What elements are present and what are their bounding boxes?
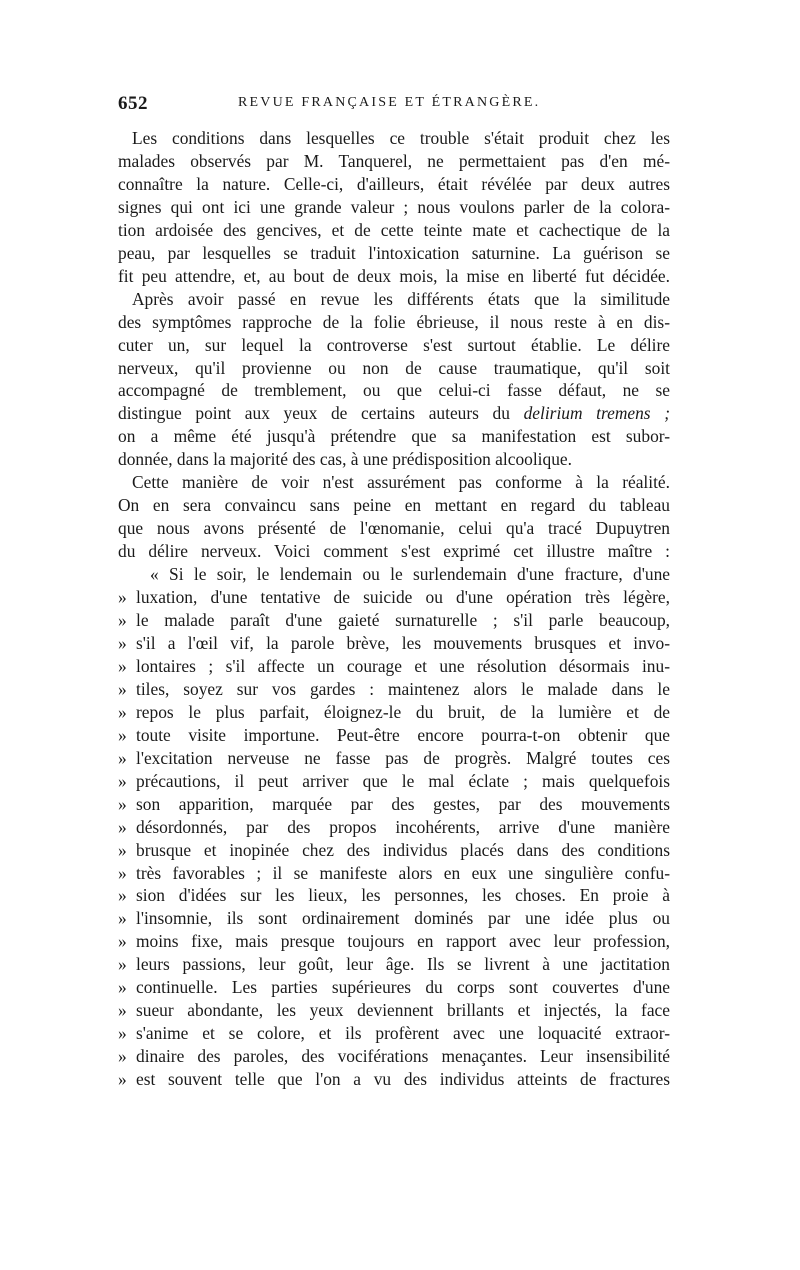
quote-line	[118, 930, 670, 953]
guillemet-marker: »	[118, 678, 127, 699]
text-line: connaître la nature. Celle-ci, d'ailleurs, était révélée par deux autres	[118, 173, 670, 194]
text-line: du délire nerveux. Voici comment s'est exprimé cet illustre maître :	[118, 541, 670, 562]
text-line: Après avoir passé en revue les différents états que la similitude	[132, 288, 670, 309]
guillemet-marker: »	[118, 632, 127, 653]
text-line: « Si le soir, le lendemain ou le surlendemain d'une fracture, d'une	[150, 564, 670, 585]
quote-text: dinaire des paroles, des vociférations menaçantes. Leur insensibilité	[136, 1046, 670, 1067]
text-line: donnée, dans la majorité des cas, à une prédisposition alcoolique.	[118, 449, 572, 470]
quote-line	[118, 816, 670, 839]
quote-line	[118, 953, 670, 976]
quote-text: moins fixe, mais presque toujours en rapport avec leur profession,	[136, 931, 670, 952]
quote-text: luxation, d'une tentative de suicide ou d'une opération très légère,	[136, 587, 670, 608]
quote-text: continuelle. Les parties supérieures du corps sont couvertes d'une	[136, 977, 670, 998]
guillemet-marker: »	[118, 931, 127, 952]
quote-text: sueur abondante, les yeux deviennent brillants et injectés, la face	[136, 1000, 670, 1021]
quote-line	[118, 632, 670, 655]
guillemet-marker: »	[118, 885, 127, 906]
guillemet-marker: »	[118, 1069, 127, 1090]
text-line: malades observés par M. Tanquerel, ne permettaient pas d'en mé-	[118, 150, 670, 171]
quote-line	[118, 586, 670, 609]
text-line: cuter un, sur lequel la controverse s'est surtout établie. Le délire	[118, 334, 670, 355]
quote-line	[118, 839, 670, 862]
guillemet-marker: »	[118, 610, 127, 631]
body-text	[118, 127, 670, 1091]
running-title: REVUE FRANÇAISE ET ÉTRANGÈRE.	[238, 95, 541, 110]
text-line: accompagné de tremblement, ou que celui-ci fasse défaut, ne se	[118, 380, 670, 401]
quote-line	[118, 655, 670, 678]
guillemet-marker: »	[118, 816, 127, 837]
quote-line	[118, 609, 670, 632]
quote-line	[118, 884, 670, 907]
text-fragment: distingue point aux yeux de certains auteurs du	[118, 403, 524, 424]
guillemet-marker: »	[118, 724, 127, 745]
quote-text: leurs passions, leur goût, leur âge. Ils se livrent à une jactitation	[136, 954, 670, 975]
quote-text: très favorables ; il se manifeste alors en eux une singulière confu-	[136, 862, 670, 883]
quote-text: toute visite importune. Peut-être encore pourra-t-on obtenir que	[136, 724, 670, 745]
quote-text: s'anime et se colore, et ils profèrent avec une loquacité extraor-	[136, 1023, 670, 1044]
text-line: que nous avons présenté de l'œnomanie, celui qu'a tracé Dupuytren	[118, 518, 670, 539]
quote-text: l'insomnie, ils sont ordinairement dominés par une idée plus ou	[136, 908, 670, 929]
text-line: on a même été jusqu'à prétendre que sa manifestation est subor-	[118, 426, 670, 447]
guillemet-marker: »	[118, 793, 127, 814]
quote-line	[118, 1068, 670, 1091]
quote-text: brusque et inopinée chez des individus placés dans des conditions	[136, 839, 670, 860]
quote-text: tiles, soyez sur vos gardes : maintenez alors le malade dans le	[136, 678, 670, 699]
guillemet-marker: »	[118, 839, 127, 860]
quote-line	[118, 907, 670, 930]
guillemet-marker: »	[118, 977, 127, 998]
quotation	[118, 563, 670, 1091]
quote-line	[118, 747, 670, 770]
quote-line	[118, 999, 670, 1022]
text-line: fit peu attendre, et, au bout de deux mois, la mise en liberté fut décidée.	[118, 265, 670, 286]
text-line: Cette manière de voir n'est assurément pas conforme à la réalité.	[132, 472, 670, 493]
guillemet-marker: »	[118, 587, 127, 608]
guillemet-marker: »	[118, 770, 127, 791]
text-line: signes qui ont ici une grande valeur ; nous voulons parler de la colora-	[118, 196, 670, 217]
italic-term: delirium tremens ;	[523, 403, 670, 424]
text-line: nerveux, qu'il provienne ou non de cause traumatique, qu'il soit	[118, 357, 670, 378]
quote-line	[118, 862, 670, 885]
text-line: On en sera convaincu sans peine en mettant en regard du tableau	[118, 495, 670, 516]
text-line: des symptômes rapproche de la folie ébrieuse, il nous reste à en dis-	[118, 311, 670, 332]
quote-text: l'excitation nerveuse ne fasse pas de progrès. Malgré toutes ces	[136, 747, 670, 768]
quote-text: lontaires ; s'il affecte un courage et une résolution désormais inu-	[136, 655, 670, 676]
quote-line	[118, 701, 670, 724]
guillemet-marker: »	[118, 1023, 127, 1044]
quote-text: son apparition, marquée par des gestes, par des mouvements	[136, 793, 670, 814]
guillemet-marker: »	[118, 701, 127, 722]
quote-text: désordonnés, par des propos incohérents, arrive d'une manière	[136, 816, 670, 837]
text-line-with-italic	[118, 402, 670, 425]
quote-line	[118, 1022, 670, 1045]
guillemet-marker: »	[118, 747, 127, 768]
guillemet-marker: »	[118, 954, 127, 975]
page-header	[118, 93, 670, 121]
guillemet-marker: »	[118, 862, 127, 883]
book-page	[118, 93, 670, 1091]
quote-line	[118, 678, 670, 701]
text-line: Les conditions dans lesquelles ce trouble s'était produit chez les	[132, 128, 670, 148]
guillemet-marker: »	[118, 908, 127, 929]
quote-text: précautions, il peut arriver que le mal éclate ; mais quelquefois	[136, 770, 670, 791]
text-line: peau, par lesquelles se traduit l'intoxication saturnine. La guérison se	[118, 242, 670, 263]
paragraph-2	[118, 288, 670, 472]
quote-text: le malade paraît d'une gaieté surnaturelle ; s'il parle beaucoup,	[136, 610, 670, 631]
quote-line	[118, 1045, 670, 1068]
quote-text: repos le plus parfait, éloignez-le du bruit, de la lumière et de	[136, 701, 670, 722]
paragraph-3	[118, 471, 670, 563]
guillemet-marker: »	[118, 1046, 127, 1067]
guillemet-marker: »	[118, 1000, 127, 1021]
page-number: 652	[118, 93, 148, 114]
quote-line	[118, 976, 670, 999]
quote-line	[118, 793, 670, 816]
quote-line	[118, 724, 670, 747]
quote-line	[118, 770, 670, 793]
quote-text: est souvent telle que l'on a vu des individus atteints de fractures	[136, 1069, 670, 1090]
paragraph-1	[118, 127, 670, 288]
guillemet-marker: »	[118, 655, 127, 676]
quote-text: s'il a l'œil vif, la parole brève, les mouvements brusques et invo-	[136, 632, 670, 653]
text-line: tion ardoisée des gencives, et de cette teinte mate et cachectique de la	[118, 219, 670, 240]
quote-text: sion d'idées sur les lieux, les personnes, les choses. En proie à	[136, 885, 670, 906]
